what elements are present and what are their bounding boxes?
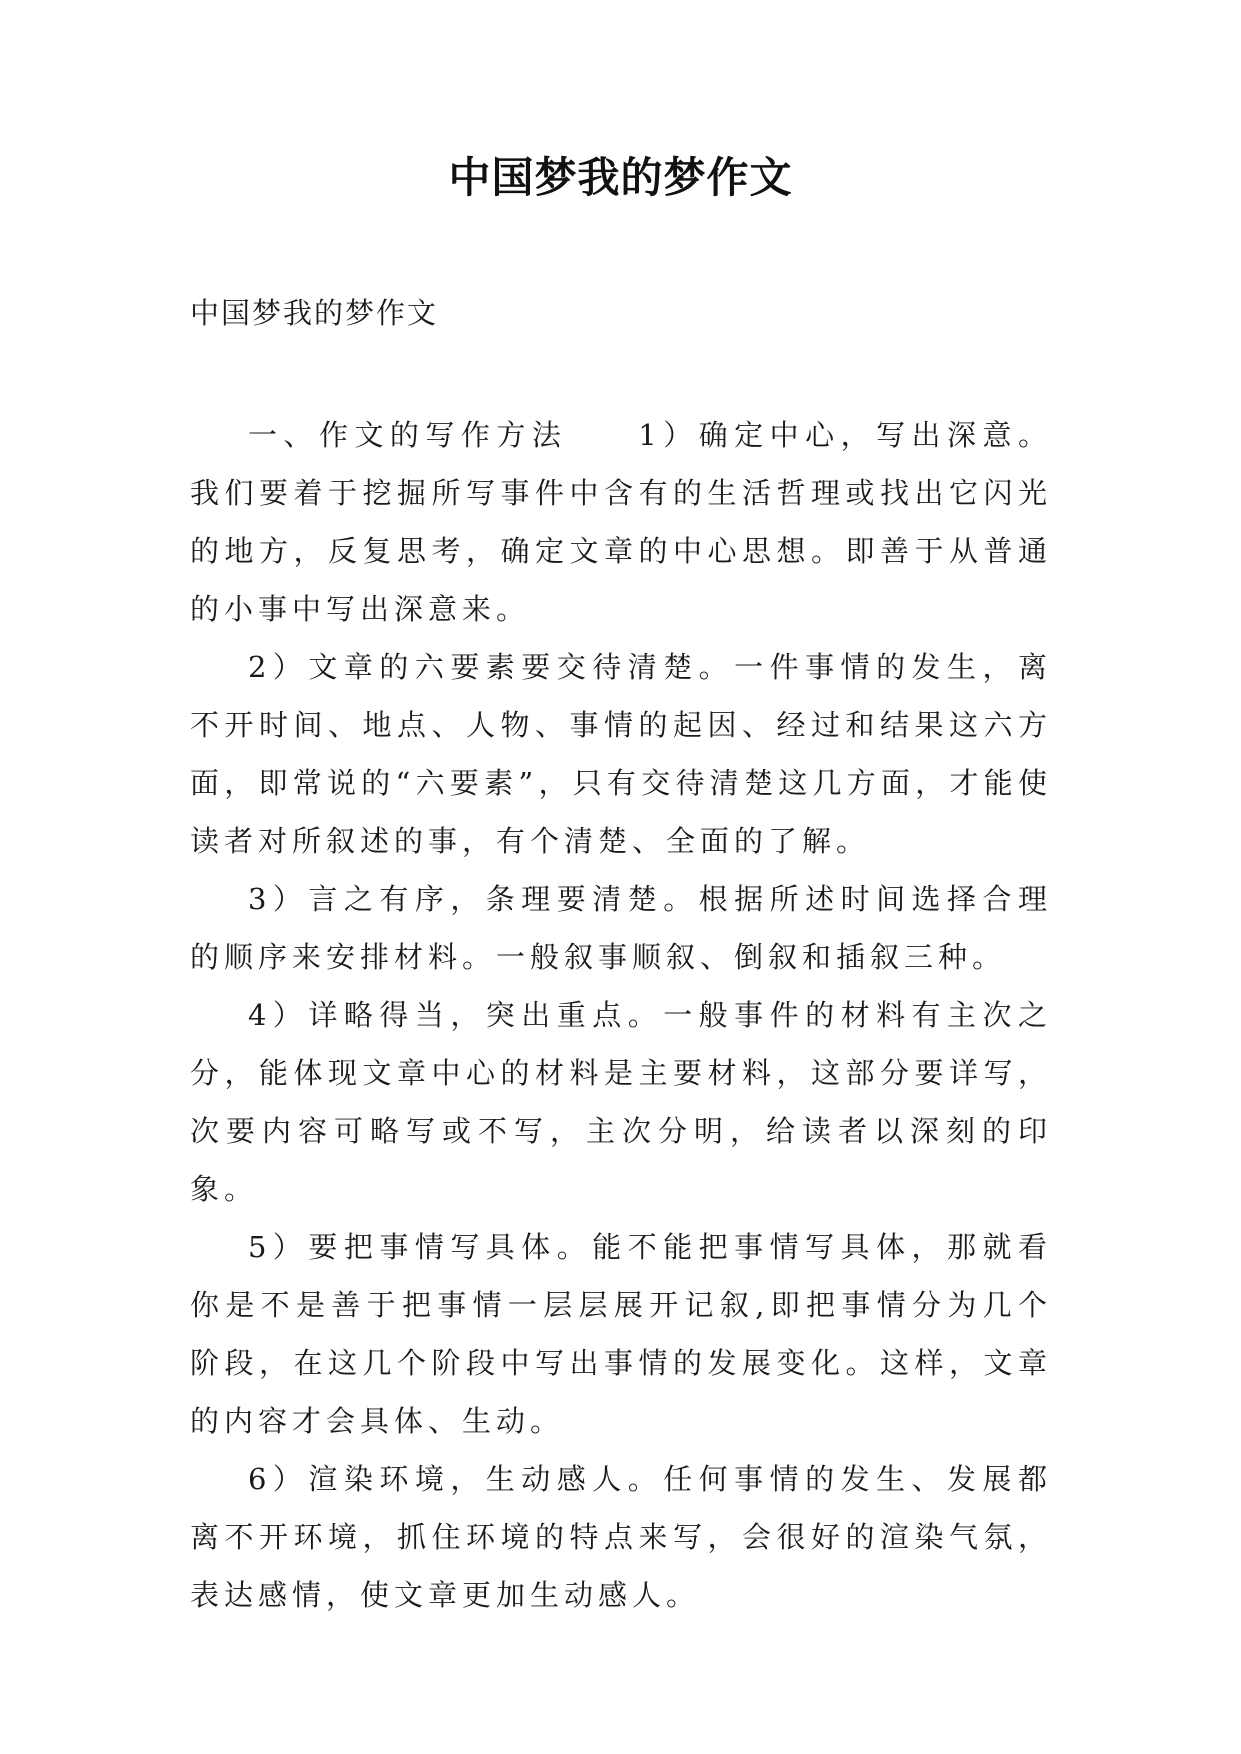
paragraph-orderly: 3）言之有序，条理要清楚。根据所述时间选择合理的顺序来安排材料。一般叙事顺叙、倒叙和插叙三种。 xyxy=(190,882,1052,974)
paragraph-six-elements: 2）文章的六要素要交待清楚。一件事情的发生，离不开时间、地点、人物、事情的起因、经过和结果这六方面，即常说的“六要素”，只有交待清楚这几方面，才能使读者对所叙述的事，有个清楚、全面的了解。 xyxy=(190,650,1052,858)
document-title: 中国梦我的梦作文 xyxy=(448,153,793,202)
paragraph-emphasis: 4）详略得当，突出重点。一般事件的材料有主次之分，能体现文章中心的材料是主要材料，这部分要详写，次要内容可略写或不写，主次分明，给读者以深刻的印象。 xyxy=(190,998,1052,1206)
document-body xyxy=(190,406,1052,1624)
document-subtitle: 中国梦我的梦作文 xyxy=(190,296,439,330)
paragraph-environment: 6）渲染环境，生动感人。任何事情的发生、发展都离不开环境，抓住环境的特点来写，会很好的渲染气氛，表达感情，使文章更加生动感人。 xyxy=(190,1462,1052,1612)
paragraph-concrete: 5）要把事情写具体。能不能把事情写具体，那就看你是不是善于把事情一层层展开记叙,即把事情分为几个阶段，在这几个阶段中写出事情的发展变化。这样，文章的内容才会具体、生动。 xyxy=(190,1230,1052,1438)
paragraph-writing-method: 一、作文的写作方法 1）确定中心，写出深意。我们要着于挖掘所写事件中含有的生活哲理或找出它闪光的地方，反复思考，确定文章的中心思想。即善于从普通的小事中写出深意来。 xyxy=(190,418,1052,626)
